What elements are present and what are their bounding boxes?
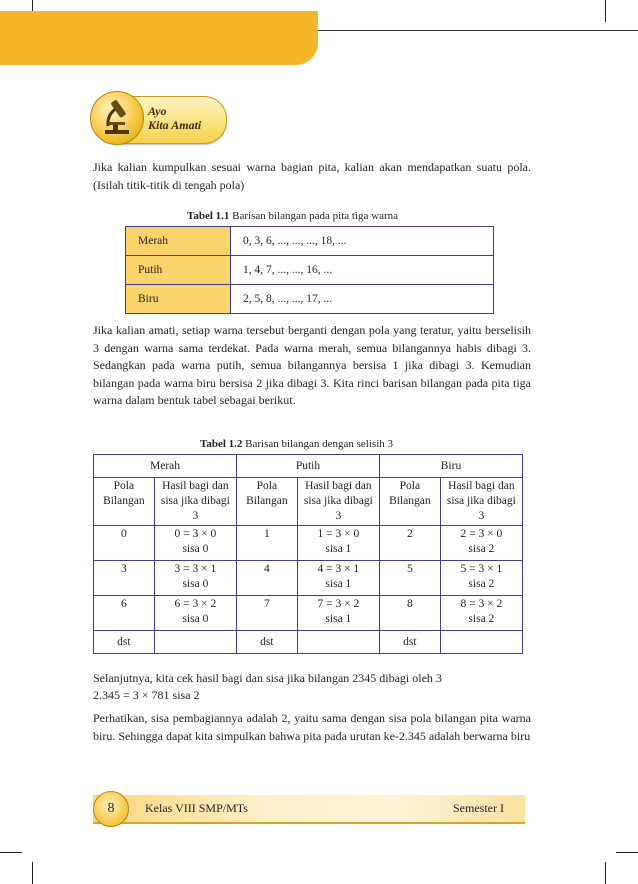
crop-mark [616, 852, 638, 853]
badge-line1: Ayo [148, 104, 167, 118]
cell-putih-hasil [297, 561, 379, 596]
header-color-band [0, 11, 318, 65]
cell-putih-hasil [297, 526, 379, 561]
cell-eq: 4 = 3 × 1 [317, 563, 360, 575]
cell-eq: 6 = 3 × 2 [174, 598, 217, 610]
cell-empty [154, 631, 236, 654]
cell-sisa: sisa 2 [468, 613, 495, 625]
paragraph-intro: Jika kalian kumpulkan sesuai warna bagian pita, kalian akan mendapatkan suatu pola. (Isilah titik-titik di tengah pola) [93, 160, 531, 192]
subheader-pola: Pola Bilangan [236, 478, 297, 526]
cell-merah-hasil [154, 561, 236, 596]
header-putih: Putih [236, 455, 379, 478]
cell-biru-hasil [440, 596, 522, 631]
cell-sisa: sisa 2 [468, 578, 495, 590]
subheader-pola: Pola Bilangan [379, 478, 440, 526]
cell-eq: 3 = 3 × 1 [174, 563, 217, 575]
row-label: Biru [126, 285, 231, 314]
crop-mark [605, 0, 606, 22]
table-header-row [94, 455, 523, 478]
cell-empty [297, 631, 379, 654]
cell-putih: 7 [236, 596, 297, 631]
row-label: Merah [126, 227, 231, 256]
crop-mark [0, 852, 22, 853]
paragraph-check-line1: Selanjutnya, kita cek hasil bagi dan sisa jika bilangan 2345 dibagi oleh 3 [93, 671, 442, 685]
page-number: 8 [93, 791, 129, 827]
cell-eq: 5 = 3 × 1 [460, 563, 503, 575]
cell-dst: dst [236, 631, 297, 654]
crop-mark [32, 862, 33, 884]
table-row [126, 285, 494, 314]
footer-semester-label: Semester I [453, 801, 504, 815]
cell-sisa: sisa 1 [325, 613, 352, 625]
cell-dst: dst [94, 631, 155, 654]
table-row [126, 227, 494, 256]
cell-sisa: sisa 1 [325, 578, 352, 590]
table-pita-tiga-warna [125, 226, 494, 314]
cell-sisa: sisa 0 [182, 613, 209, 625]
microscope-icon [90, 91, 144, 145]
cell-putih-hasil [297, 596, 379, 631]
table1-caption-number: Tabel 1.1 [187, 210, 230, 222]
cell-sisa: sisa 2 [468, 543, 495, 555]
subheader-pola: Pola Bilangan [94, 478, 155, 526]
cell-sisa: sisa 0 [182, 543, 209, 555]
row-value: 1, 4, 7, ..., ..., 16, ... [231, 256, 494, 285]
cell-empty [440, 631, 522, 654]
paragraph-conclusion: Perhatikan, sisa pembagiannya adalah 2, yaitu sama dengan sisa pola bilangan pita warna biru. Sehingga dapat kita simpulkan bahwa pita pada urutan ke-2.345 adalah berwarna biru [93, 711, 531, 743]
crop-mark [605, 862, 606, 884]
subheader-hasil: Hasil bagi dan sisa jika dibagi 3 [297, 478, 379, 526]
cell-merah: 3 [94, 561, 155, 596]
cell-sisa: sisa 0 [182, 578, 209, 590]
cell-biru-hasil [440, 561, 522, 596]
cell-eq: 7 = 3 × 2 [317, 598, 360, 610]
table-row [126, 256, 494, 285]
cell-eq: 2 = 3 × 0 [460, 528, 503, 540]
paragraph-explanation: Jika kalian amati, setiap warna tersebut berganti dengan pola yang teratur, yaitu berselisih 3 dengan warna sama terdekat. Pada warna merah, semua bilangannya habis dibagi 3. Sedangkan pada warna putih, semua bilangannya bersisa 1 jika dibagi 3. Kemudian bilangan pada warna biru bersisa 2 jika dibagi 3. Kita rinci barisan bilangan pada pita tiga warna dalam bentuk tabel sebagai berikut. [93, 323, 531, 407]
table-row [94, 561, 523, 596]
row-value: 2, 5, 8, ..., ..., 17, ... [231, 285, 494, 314]
table-selisih-3 [93, 454, 523, 654]
subheader-hasil: Hasil bagi dan sisa jika dibagi 3 [440, 478, 522, 526]
cell-sisa: sisa 1 [325, 543, 352, 555]
badge-title [148, 104, 201, 132]
row-label: Putih [126, 256, 231, 285]
cell-putih: 4 [236, 561, 297, 596]
paragraph-check-line2: 2.345 = 3 × 781 sisa 2 [93, 688, 200, 702]
cell-putih: 1 [236, 526, 297, 561]
cell-biru: 2 [379, 526, 440, 561]
cell-eq: 0 = 3 × 0 [174, 528, 217, 540]
table2-caption-text: Barisan bilangan dengan selisih 3 [242, 438, 393, 450]
cell-dst: dst [379, 631, 440, 654]
table-row-dst [94, 631, 523, 654]
cell-merah-hasil [154, 526, 236, 561]
footer-class-label: Kelas VIII SMP/MTs [145, 801, 248, 815]
row-value: 0, 3, 6, ..., ..., ..., 18, ... [231, 227, 494, 256]
ayo-kita-amati-badge [93, 96, 227, 144]
cell-biru: 5 [379, 561, 440, 596]
subheader-hasil: Hasil bagi dan sisa jika dibagi 3 [154, 478, 236, 526]
table-row [94, 596, 523, 631]
header-merah: Merah [94, 455, 237, 478]
cell-merah: 6 [94, 596, 155, 631]
cell-merah: 0 [94, 526, 155, 561]
table1-caption [187, 210, 398, 222]
table1-caption-text: Barisan bilangan pada pita tiga warna [229, 210, 398, 222]
table-subheader-row [94, 478, 523, 526]
header-biru: Biru [379, 455, 522, 478]
table2-caption-number: Tabel 1.2 [200, 438, 243, 450]
cell-biru: 8 [379, 596, 440, 631]
header-rule [318, 30, 638, 31]
cell-eq: 8 = 3 × 2 [460, 598, 503, 610]
cell-biru-hasil [440, 526, 522, 561]
table2-caption [200, 438, 393, 450]
cell-eq: 1 = 3 × 0 [317, 528, 360, 540]
badge-line2: Kita Amati [148, 118, 202, 132]
cell-merah-hasil [154, 596, 236, 631]
table-row [94, 526, 523, 561]
